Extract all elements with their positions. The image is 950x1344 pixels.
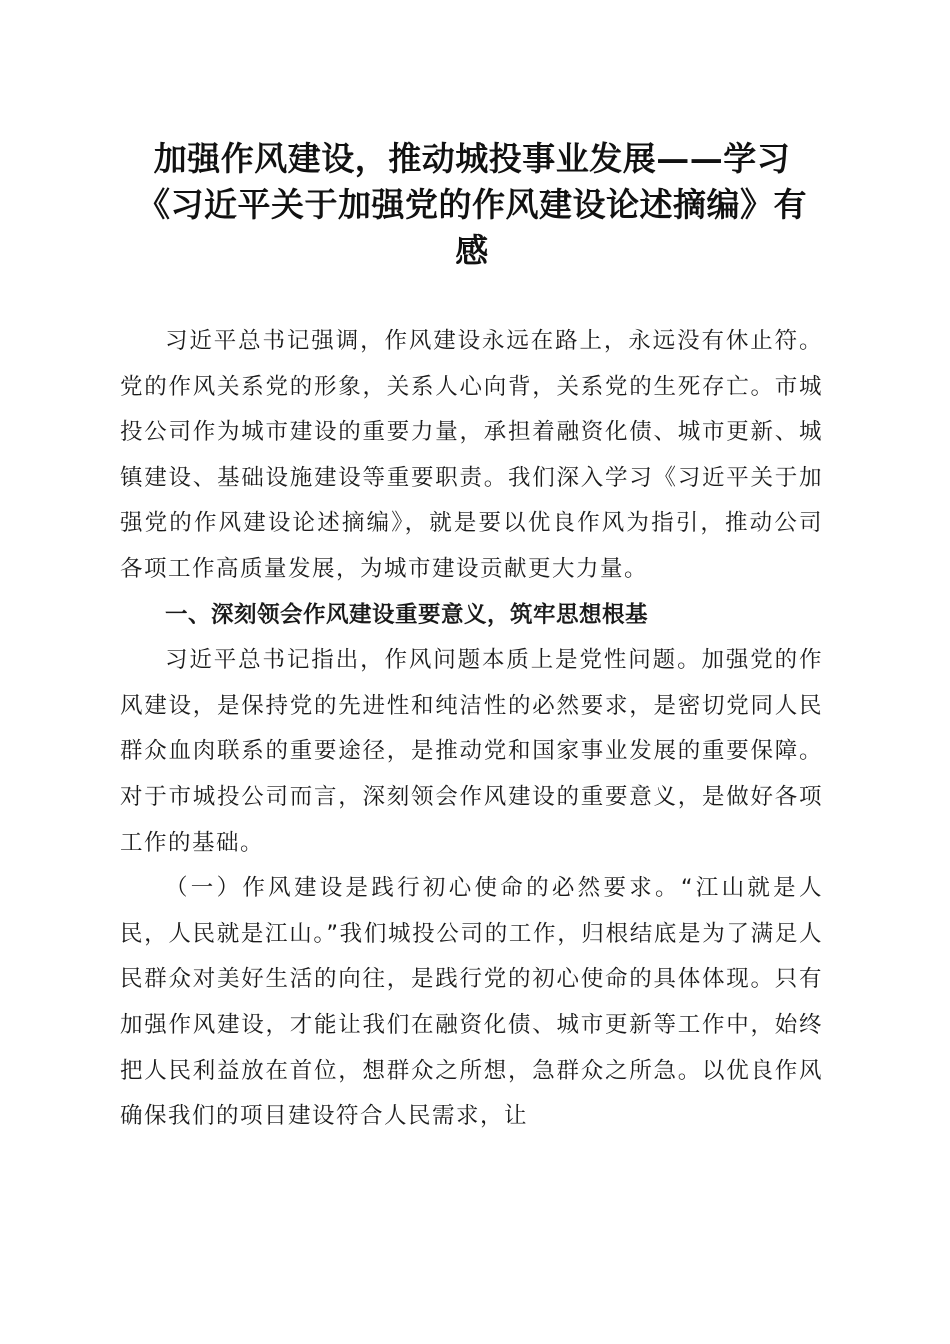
subsection-heading: （一）作风建设是践行初心使命的必然要求。 <box>165 875 681 902</box>
title-line: 《习近平关于加强党的作风建设论述摘编》有 <box>137 185 807 224</box>
intro-paragraph: 习近平总书记强调，作风建设永远在路上，永远没有休止符。党的作风关系党的形象，关系人心向背，关系党的生死存亡。市城投公司作为城市建设的重要力量，承担着融资化债、城市更新、城镇建设、基础设施建设等重要职责。我们深入学习《习近平关于加强党的作风建设论述摘编》，就是要以优良作风为指引，推动公司各项工作高质量发展，为城市建设贡献更大力量。 <box>120 328 823 582</box>
title-line: 加强作风建设，推动城投事业发展——学习 <box>153 139 791 178</box>
section-paragraph: 习近平总书记指出，作风问题本质上是党性问题。加强党的作风建设，是保持党的先进性和纯洁性的必然要求，是密切党同人民群众血肉联系的重要途径，是推动党和国家事业发展的重要保障。对于市城投公司而言，深刻领会作风建设的重要意义，是做好各项工作的基础。 <box>120 647 823 856</box>
subsection-body: “江山就是人民，人民就是江山。”我们城投公司的工作，归根结底是为了满足人民群众对美好生活的向往，是践行党的初心使命的具体体现。只有加强作风建设，才能让我们在融资化债、城市更新等工作中，始终把人民利益放在首位，想群众之所想，急群众之所急。以优良作风确保我们的项目建设符合人民需求，让 <box>120 875 823 1130</box>
document-title <box>118 136 826 274</box>
section-heading: 一、深刻领会作风建设重要意义，筑牢思想根基 <box>165 601 649 628</box>
subsection-paragraph <box>120 866 823 1140</box>
document-body <box>120 319 823 1140</box>
title-line: 感 <box>455 231 489 270</box>
